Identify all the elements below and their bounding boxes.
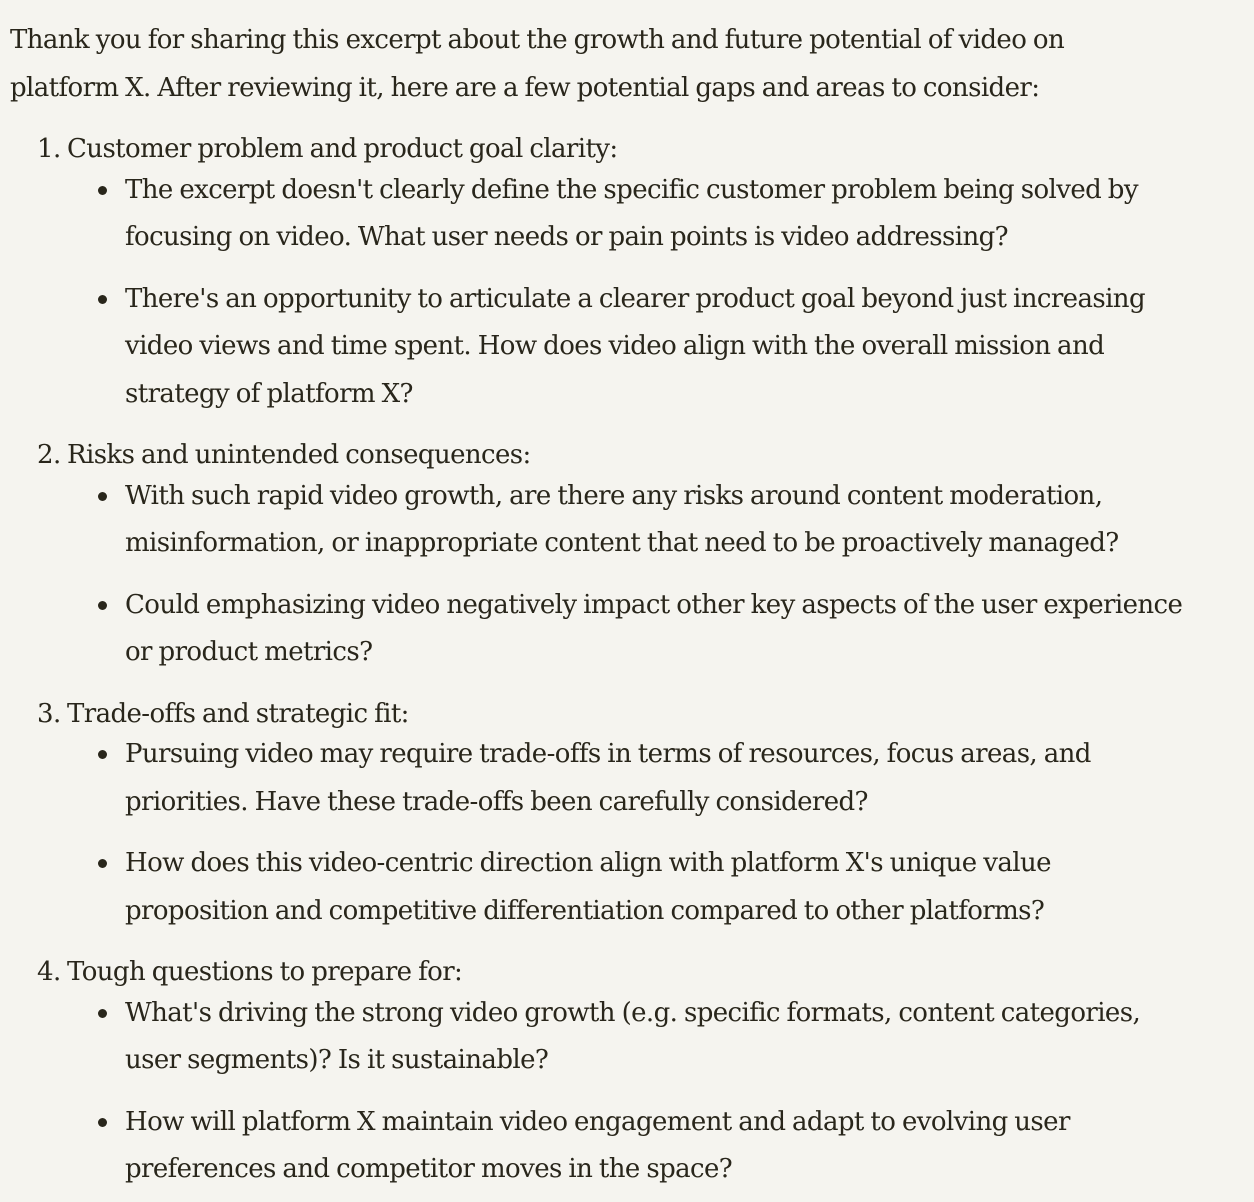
bullet-list: [10, 473, 1254, 677]
section-item: [10, 691, 1254, 936]
section-number: 1.: [37, 134, 61, 164]
bullet-text: The excerpt doesn't clearly define the specific customer problem being solved by focusing on video. What user needs or pain points is video addressing?: [125, 174, 1138, 252]
bullet-text: With such rapid video growth, are there any risks around content moderation, misinformation, or inappropriate content that need to be proactively managed?: [125, 480, 1119, 558]
section-number: 4.: [37, 957, 61, 987]
section-number: 2.: [37, 440, 61, 470]
section-item: [10, 432, 1254, 677]
bullet-text: There's an opportunity to articulate a clearer product goal beyond just increasing video views and time spent. How does video align with the overall mission and strategy of platform X?: [125, 283, 1145, 409]
bullet-item: [10, 473, 1185, 568]
bullet-dot-icon: [98, 859, 107, 868]
section-title: Tough questions to prepare for:: [67, 957, 463, 987]
bullet-dot-icon: [98, 186, 107, 195]
bullet-list: [10, 990, 1254, 1194]
section-item: [10, 949, 1254, 1194]
bullet-text: Pursuing video may require trade-offs in terms of resources, focus areas, and priorities. Have these trade-offs been carefully considered?: [125, 739, 1091, 817]
section-title: Customer problem and product goal clarity:: [67, 134, 618, 164]
section-item: [10, 126, 1254, 418]
bullet-item: [10, 840, 1185, 935]
bullet-text: What's driving the strong video growth (e.g. specific formats, content categories, user segments)? Is it sustainable?: [125, 997, 1141, 1075]
section-title: Risks and unintended consequences:: [67, 440, 531, 470]
section-number: 3.: [37, 698, 61, 729]
bullet-list: [10, 167, 1254, 419]
bullet-item: [10, 167, 1185, 262]
bullet-item: [10, 731, 1185, 826]
bullet-item: [10, 582, 1185, 677]
bullet-dot-icon: [98, 601, 107, 610]
bullet-dot-icon: [98, 1118, 107, 1127]
bullet-dot-icon: [98, 1009, 107, 1018]
bullet-dot-icon: [98, 492, 107, 501]
bullet-item: [10, 990, 1185, 1085]
bullet-item: [10, 276, 1185, 419]
bullet-text: How does this video-centric direction align with platform X's unique value proposition and competitive differentiation compared to other platforms?: [125, 848, 1051, 926]
bullet-item: [10, 1099, 1185, 1194]
bullet-text: How will platform X maintain video engagement and adapt to evolving user preferences and competitor moves in the space?: [125, 1106, 1070, 1184]
intro-paragraph: Thank you for sharing this excerpt about the growth and future potential of video on platform X. After reviewing it, here are a few potential gaps and areas to consider:: [10, 25, 1065, 103]
sections-list: [10, 126, 1254, 1194]
bullet-text: Could emphasizing video negatively impact other key aspects of the user experience or product metrics?: [125, 589, 1183, 667]
bullet-dot-icon: [98, 295, 107, 304]
bullet-dot-icon: [98, 750, 107, 759]
section-title: Trade-offs and strategic fit:: [67, 698, 409, 729]
bullet-list: [10, 731, 1254, 935]
